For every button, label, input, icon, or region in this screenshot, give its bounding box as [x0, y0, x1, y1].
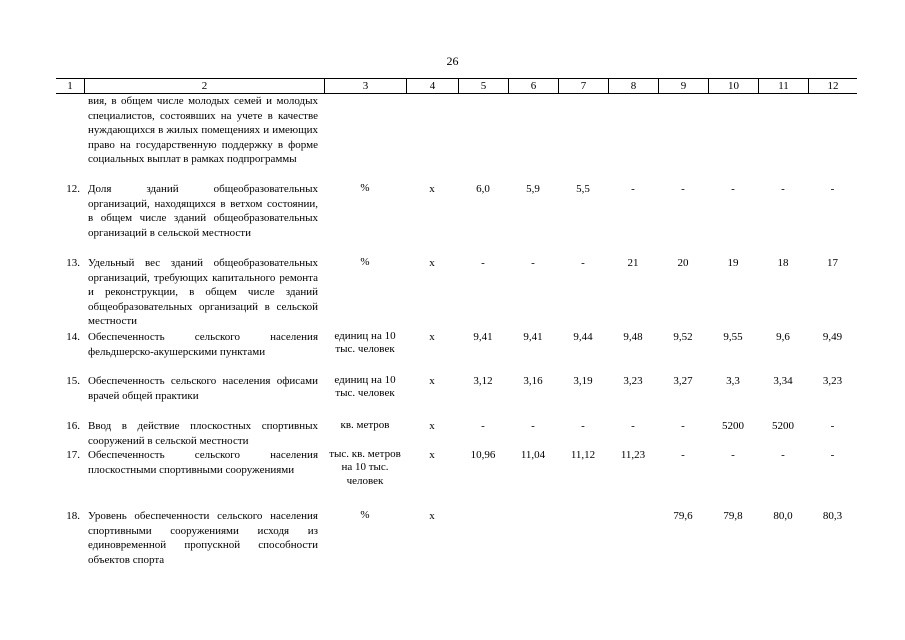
row-value: 3,3 — [726, 375, 740, 387]
row-description: Ввод в действие плоскостных спортивных сооружений в сельской местности — [88, 420, 318, 447]
table-row — [56, 182, 857, 240]
column-header-8: 8 — [608, 79, 658, 93]
row-unit: кв. метров — [340, 419, 390, 431]
column-header-1: 1 — [67, 80, 73, 92]
row-number — [56, 94, 84, 167]
row-value: - — [681, 449, 685, 461]
row-value: 80,3 — [822, 510, 843, 522]
row-value — [808, 94, 857, 167]
row-value: 9,49 — [822, 331, 843, 343]
row-value: - — [731, 449, 735, 461]
row-number: 18. — [66, 510, 80, 522]
row-number: 12. — [66, 183, 80, 195]
row-value: - — [830, 420, 835, 432]
row-column-4 — [406, 94, 458, 167]
row-description: вия, в общем числе молодых семей и молодых специалистов, состоявших на учете в качестве нуждающихся в жилых помещениях и имеющих право на государственную поддержку в форме социальных выплат в рамках подпрограммы — [88, 95, 318, 166]
row-value: 5,5 — [576, 183, 590, 195]
row-column-4: х — [429, 449, 435, 461]
row-value: - — [681, 420, 685, 432]
row-value: 6,0 — [476, 183, 490, 195]
row-value: 9,55 — [723, 331, 743, 343]
row-number: 16. — [66, 420, 80, 432]
row-number: 14. — [66, 331, 80, 343]
row-value: 18 — [777, 257, 789, 269]
row-value: 3,12 — [473, 375, 493, 387]
row-value: - — [531, 257, 535, 269]
row-value: 3,23 — [822, 375, 843, 387]
column-header-10: 10 — [708, 79, 758, 93]
column-header-5: 5 — [458, 79, 508, 93]
table-row — [56, 419, 857, 448]
column-header-12: 12 — [808, 79, 857, 93]
row-value: 79,8 — [723, 510, 743, 522]
row-value: 19 — [727, 257, 739, 269]
row-column-4: х — [429, 257, 435, 269]
row-unit: тыс. кв. метров на 10 тыс. человек — [329, 448, 401, 487]
column-header-4: 4 — [406, 79, 458, 93]
row-unit: % — [360, 182, 370, 194]
row-value — [508, 509, 558, 567]
table-row — [56, 330, 857, 359]
row-value: 79,6 — [673, 510, 693, 522]
row-value: 3,27 — [673, 375, 693, 387]
row-value — [658, 94, 708, 167]
row-description: Обеспеченность сельского населения плоскостными спортивными сооружениями — [88, 449, 318, 476]
column-header-2: 2 — [84, 79, 324, 93]
row-value — [758, 94, 808, 167]
row-value: - — [581, 420, 585, 432]
column-header-6: 6 — [508, 79, 558, 93]
row-value: 3,23 — [623, 375, 643, 387]
row-value: 17 — [827, 257, 838, 269]
row-value — [708, 94, 758, 167]
row-description: Обеспеченность сельского населения офисами врачей общей практики — [88, 375, 318, 402]
row-column-4: х — [429, 331, 435, 343]
row-value: - — [781, 183, 785, 195]
row-number: 17. — [66, 449, 80, 461]
row-value: 5,9 — [526, 183, 540, 195]
row-description: Удельный вес зданий общеобразовательных организаций, требующих капитального ремонта и реконструкции, в общем числе зданий общеобразовательных организаций в сельской местности — [88, 257, 318, 328]
row-value — [508, 94, 558, 167]
row-value: 11,12 — [570, 449, 596, 461]
column-header-3: 3 — [324, 79, 406, 93]
row-value: 5200 — [772, 420, 794, 432]
row-description: Обеспеченность сельского населения фельдшерско-акушерскими пунктами — [88, 331, 318, 358]
row-description: Уровень обеспеченности сельского населения спортивными сооружениями исходя из единовременной пропускной способности объектов спорта — [88, 510, 318, 566]
row-value: - — [830, 183, 835, 195]
row-column-4: х — [429, 375, 435, 387]
row-value: 9,6 — [776, 331, 790, 343]
row-value: 3,16 — [523, 375, 543, 387]
row-value: - — [581, 257, 585, 269]
page-number: 26 — [446, 54, 459, 68]
row-unit: % — [360, 256, 370, 268]
row-value: 9,41 — [473, 331, 493, 343]
row-value — [558, 94, 608, 167]
table-row — [56, 94, 857, 167]
column-header-11: 11 — [758, 79, 808, 93]
row-value: - — [531, 420, 535, 432]
row-value: - — [631, 183, 635, 195]
row-unit: % — [360, 509, 370, 521]
row-unit — [324, 94, 406, 167]
row-value: - — [681, 183, 685, 195]
row-number: 15. — [66, 375, 80, 387]
row-value: 9,52 — [673, 331, 693, 343]
table-row — [56, 256, 857, 329]
row-value: 9,48 — [623, 331, 643, 343]
row-column-4: х — [429, 420, 435, 432]
row-value: 9,44 — [573, 331, 593, 343]
row-unit: единиц на 10 тыс. человек — [334, 330, 396, 356]
row-value — [558, 509, 608, 567]
row-value — [458, 94, 508, 167]
table-row — [56, 509, 857, 567]
table-row — [56, 374, 857, 403]
row-value: 20 — [677, 257, 689, 269]
row-value: 10,96 — [470, 449, 496, 461]
row-value — [608, 94, 658, 167]
row-value — [458, 509, 508, 567]
column-header-9: 9 — [658, 79, 708, 93]
row-value: 80,0 — [773, 510, 793, 522]
row-unit: единиц на 10 тыс. человек — [334, 374, 396, 400]
row-value: 5200 — [722, 420, 744, 432]
row-value: - — [481, 257, 485, 269]
row-column-4: х — [429, 183, 435, 195]
row-value: - — [481, 420, 485, 432]
table-row — [56, 448, 857, 488]
row-value: 3,19 — [573, 375, 593, 387]
row-value: - — [731, 183, 735, 195]
column-header-7: 7 — [558, 79, 608, 93]
row-value: - — [631, 420, 635, 432]
row-value: 3,34 — [773, 375, 793, 387]
row-column-4: х — [429, 510, 435, 522]
table-header — [56, 78, 857, 94]
row-number: 13. — [66, 257, 80, 269]
row-value: 21 — [627, 257, 639, 269]
row-description: Доля зданий общеобразовательных организаций, находящихся в ветхом состоянии, в общем числе зданий общеобразовательных организаций в сельской местности — [88, 183, 318, 239]
row-value: - — [830, 449, 835, 461]
row-value: 11,04 — [520, 449, 546, 461]
row-value: 11,23 — [620, 449, 646, 461]
row-value — [608, 509, 658, 567]
row-value: 9,41 — [523, 331, 543, 343]
row-value: - — [781, 449, 785, 461]
